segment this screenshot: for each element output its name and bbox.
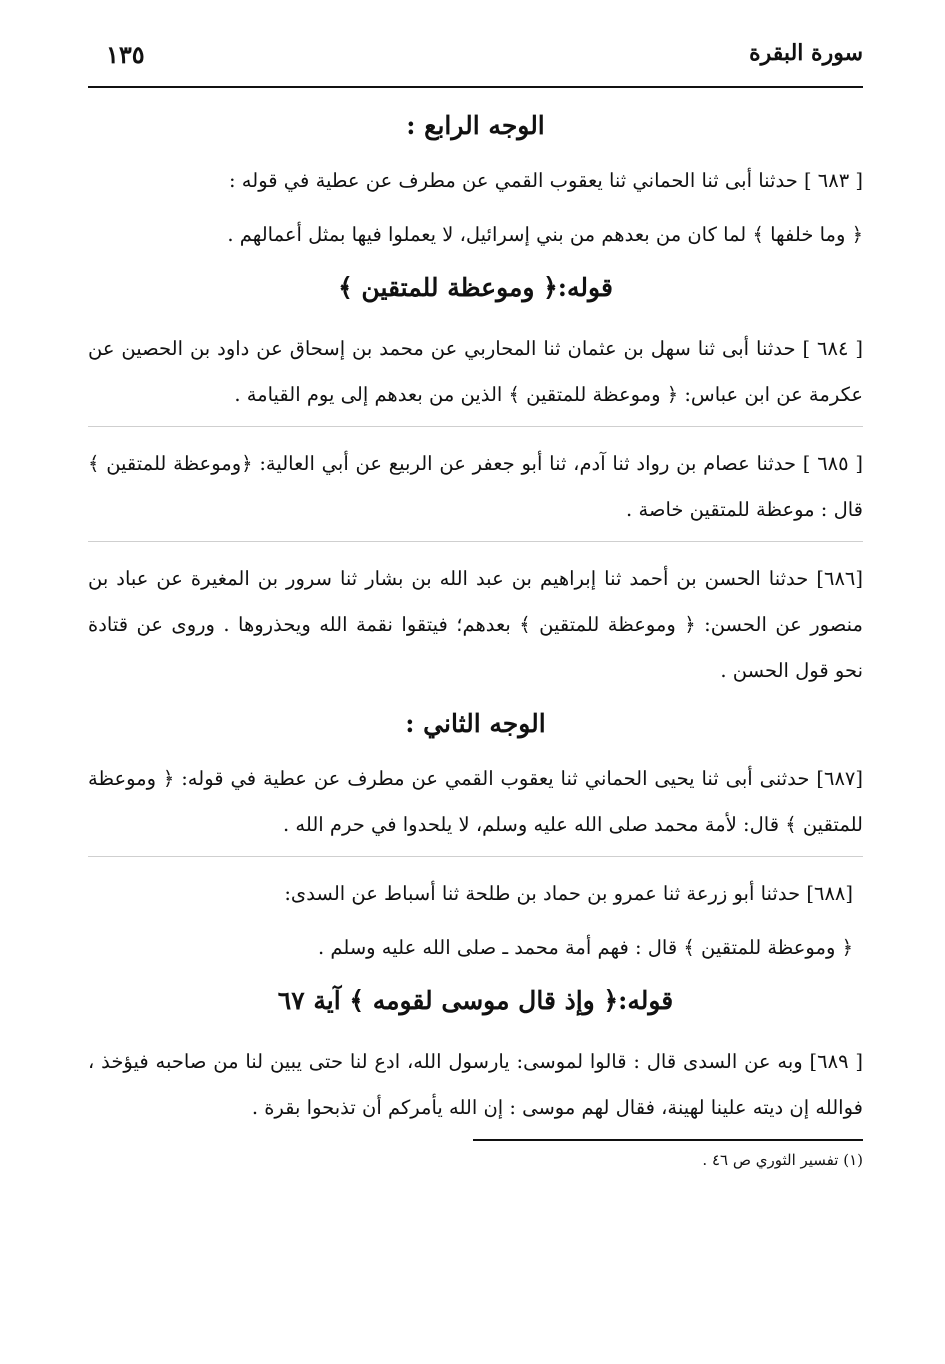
paragraph-divider xyxy=(88,541,863,542)
hadith-683-line-2: ﴿ وما خلفها ﴾ لما كان من بعدهم من بني إسرائيل، لا يعملوا فيها بمثل أعمالهم . xyxy=(227,223,863,246)
verse-heading-mawizah: قوله:﴿ وموعظة للمتقين ﴾ xyxy=(338,273,613,302)
hadith-688-line-2: ﴿ وموعظة للمتقين ﴾ قال : فهم أمة محمد ـ صلى الله عليه وسلم . xyxy=(317,936,853,959)
hadith-683-line-1: [ ٦٨٣ ] حدثنا أبى ثنا الحماني ثنا يعقوب القمي عن مطرف عن عطية في قوله : xyxy=(229,169,863,192)
hadith-687: [٦٨٧] حدثنى أبى ثنا يحيى الحماني ثنا يعقوب القمي عن مطرف عن عطية في قوله: ﴿ وموعظة للمتقين ﴾ قال: لأمة محمد صلى الله عليه وسلم، لا يلحدوا في حرم الله . xyxy=(88,767,863,836)
paragraph-divider xyxy=(88,426,863,427)
hadith-689: [ ٦٨٩] وبه عن السدى قال : قالوا لموسى: يارسول الله، ادع لنا حتى يبين لنا من صاحبه فيؤخذ ، فوالله إن ديته علينا لهينة، فقال لهم موسى : إن الله يأمركم أن تذبحوا بقرة . xyxy=(88,1050,863,1119)
footnote-rule xyxy=(473,1139,863,1141)
paragraph-divider xyxy=(88,856,863,857)
running-header xyxy=(88,38,863,88)
hadith-685: [ ٦٨٥ ] حدثنا عصام بن رواد ثنا آدم، ثنا أبو جعفر عن الربيع عن أبي العالية: ﴿وموعظة للمتقين ﴾ قال : موعظة للمتقين خاصة . xyxy=(88,452,863,521)
verse-heading-idh-qala: قوله:﴿ وإذ قال موسى لقومه ﴾ آية ٦٧ xyxy=(277,986,674,1015)
page-number: ١٣٥ xyxy=(106,40,145,69)
section-heading-second-aspect: الوجه الثاني : xyxy=(405,709,546,738)
footnote: (١) تفسير الثوري ص ٤٦ . xyxy=(702,1151,863,1169)
page-content xyxy=(88,104,863,1175)
surah-title: سورة البقرة xyxy=(749,40,863,66)
hadith-688-line-1: [٦٨٨] حدثنا أبو زرعة ثنا عمرو بن حماد بن طلحة ثنا أسباط عن السدى: xyxy=(284,882,853,905)
book-page xyxy=(88,38,863,1328)
section-heading-fourth-aspect: الوجه الرابع : xyxy=(406,111,545,140)
hadith-686: [٦٨٦] حدثنا الحسن بن أحمد ثنا إبراهيم بن عبد الله بن بشار ثنا سرور بن المغيرة عن عباد بن منصور عن الحسن: ﴿ وموعظة للمتقين ﴾ بعدهم؛ فيتقوا نقمة الله ويحذروها . وروى عن قتادة نحو قول الحسن . xyxy=(88,567,863,682)
hadith-684: [ ٦٨٤ ] حدثنا أبى ثنا سهل بن عثمان ثنا المحاربي عن محمد بن إسحاق عن داود بن الحصين عن عكرمة عن ابن عباس: ﴿ وموعظة للمتقين ﴾ الذين من بعدهم إلى يوم القيامة . xyxy=(88,337,863,406)
